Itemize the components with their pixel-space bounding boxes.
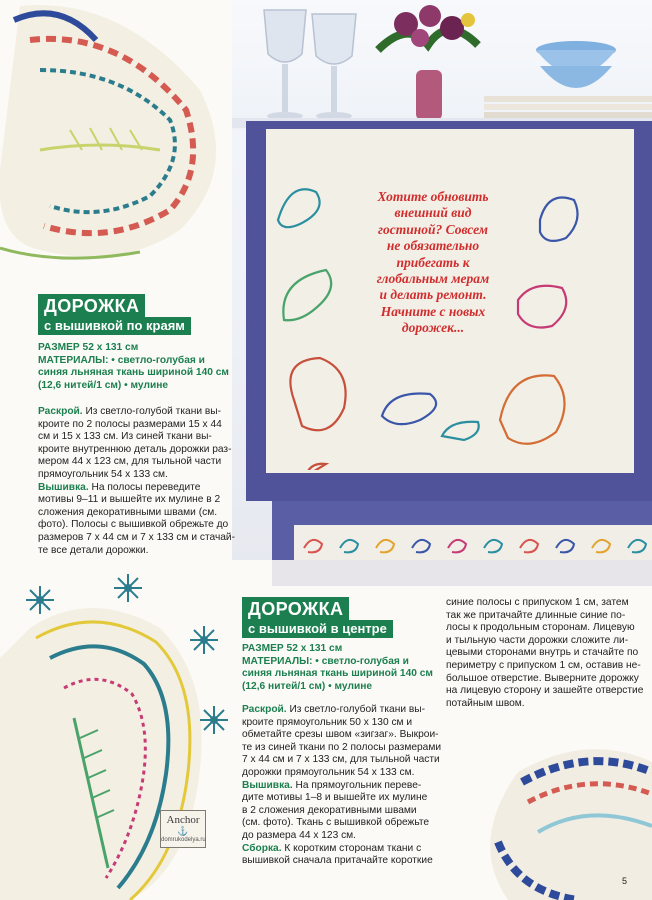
glasses-illustration (258, 4, 368, 124)
spec-line: МАТЕРИАЛЫ: • светло-голубая и (242, 655, 409, 667)
text-line: прямоугольник 54 х 133 см. (38, 468, 168, 480)
text-line: (см. фото). Ткань с вышивкой обрежьте (242, 817, 430, 829)
text-line: кроите внутреннюю деталь дорожки раз- (38, 443, 232, 455)
logo-url: domrukodelya.ru (161, 837, 206, 843)
text-line: Из светло-голубой ткани вы- (82, 406, 221, 417)
text-line: большое отверстие. Выверните дорожку (446, 672, 639, 684)
text-line: вышивкой сначала притачайте короткие (242, 855, 433, 867)
spec-line: синяя льняная ткань шириной 140 см (38, 367, 229, 379)
quote-line: Начните с новых (380, 303, 486, 319)
section1-cutting (38, 406, 248, 557)
logo-brand: Anchor (166, 814, 200, 826)
text-line: те из синей ткани по 2 полосы размерами (242, 741, 442, 753)
text-line: фото). Полосы с вышивкой обрежьте до (38, 519, 229, 531)
text-line: до размера 44 х 123 см. (242, 829, 357, 841)
intro-quote (348, 189, 518, 337)
text-line: На прямоугольник переве- (292, 779, 422, 791)
text-line: на лицевую сторону и зашейте отверстие (446, 685, 644, 697)
section1-specs (38, 342, 238, 392)
text-line: дите мотивы 1–8 и вышейте их мулине (242, 792, 428, 804)
text-line: см и 15 х 133 см. Из синей ткани вы- (38, 431, 212, 443)
paisley-strip (296, 530, 652, 560)
anchor-icon: ⚓ (177, 826, 189, 836)
label-embroidery: Вышивка. (38, 481, 89, 493)
section2-specs (242, 643, 438, 693)
text-line: 7 х 44 см и 7 х 133 см, для тыльной части (242, 754, 440, 766)
quote-line: и делать ремонт. (379, 287, 487, 303)
quote-line: Хотите обновить (377, 189, 489, 204)
text-line: размеров 7 х 44 см и 7 х 133 см и стачай- (38, 531, 236, 543)
label-assembly: Сборка. (242, 842, 282, 854)
spec-line: РАЗМЕР 52 х 131 см (242, 643, 343, 654)
label-cutting: Раскрой. (242, 704, 287, 715)
spec-line: МАТЕРИАЛЫ: • светло-голубая и (38, 354, 205, 366)
text-line: На полосы переведите (88, 481, 201, 493)
page-number: 5 (622, 876, 628, 886)
section2-subtitle: с вышивкой в центре (242, 620, 393, 638)
text-line: потайным швом. (446, 697, 525, 709)
text-line: и тыльную части дорожки сложите ли- (446, 634, 629, 646)
spec-line: (12,6 нитей/1 см) • мулине (38, 379, 169, 391)
section1-subtitle: с вышивкой по краям (38, 317, 191, 335)
section2-text (242, 704, 442, 868)
text-line: дорожки прямоугольник 54 х 133 см. (242, 766, 415, 778)
text-line: кроите по 2 полосы размерами 15 х 44 (38, 418, 222, 430)
quote-line: прибегать к (396, 254, 470, 270)
spec-line: (12,6 нитей/1 см) • мулине (242, 680, 373, 692)
quote-line: не обязательно (386, 238, 480, 254)
text-line: цевыми сторонами внутрь и стачайте по (446, 647, 639, 659)
text-line: синие полосы с припуском 1 см, затем (446, 597, 629, 608)
embroidery-top-left (0, 0, 230, 270)
text-line: лосы к продольным сторонам. Лицевую (446, 622, 635, 634)
text-line: периметру с припуском 1 см, оставив не- (446, 659, 641, 671)
text-line: обметайте срезы швом «зигзаг». Выкрои- (242, 729, 439, 741)
flowers-illustration (368, 0, 488, 125)
label-cutting: Раскрой. (38, 406, 83, 417)
text-line: сложения декоративными швами (см. (38, 506, 218, 518)
label-embroidery: Вышивка. (242, 779, 293, 791)
text-line: кроите прямоугольник 50 х 130 см и (242, 716, 413, 728)
spec-line: синяя льняная ткань шириной 140 см (242, 668, 433, 680)
anchor-logo (160, 810, 206, 848)
text-line: так же притачайте длинные синие по- (446, 609, 626, 621)
spec-line: РАЗМЕР 52 х 131 см (38, 342, 139, 353)
quote-line: дорожек... (401, 320, 465, 336)
bowls-illustration (484, 30, 652, 125)
quote-line: внешний вид (394, 205, 472, 221)
column3-text (446, 597, 646, 710)
text-line: К коротким сторонам ткани с (281, 842, 422, 854)
text-line: те все детали дорожки. (38, 544, 149, 556)
text-line: мером 44 х 123 см, для тыльной части (38, 456, 222, 468)
text-line: в 2 сложения декоративными швами (242, 804, 417, 816)
section1-title: ДОРОЖКА (38, 294, 145, 318)
text-line: Из светло-голубой ткани вы- (286, 704, 425, 715)
quote-line: гостиной? Совсем (377, 221, 489, 237)
section2-title: ДОРОЖКА (242, 597, 349, 621)
embroidery-bottom-left (0, 568, 230, 900)
text-line: мотивы 9–11 и вышейте их мулине в 2 (38, 494, 221, 506)
quote-line: глобальным мерам (376, 271, 490, 287)
